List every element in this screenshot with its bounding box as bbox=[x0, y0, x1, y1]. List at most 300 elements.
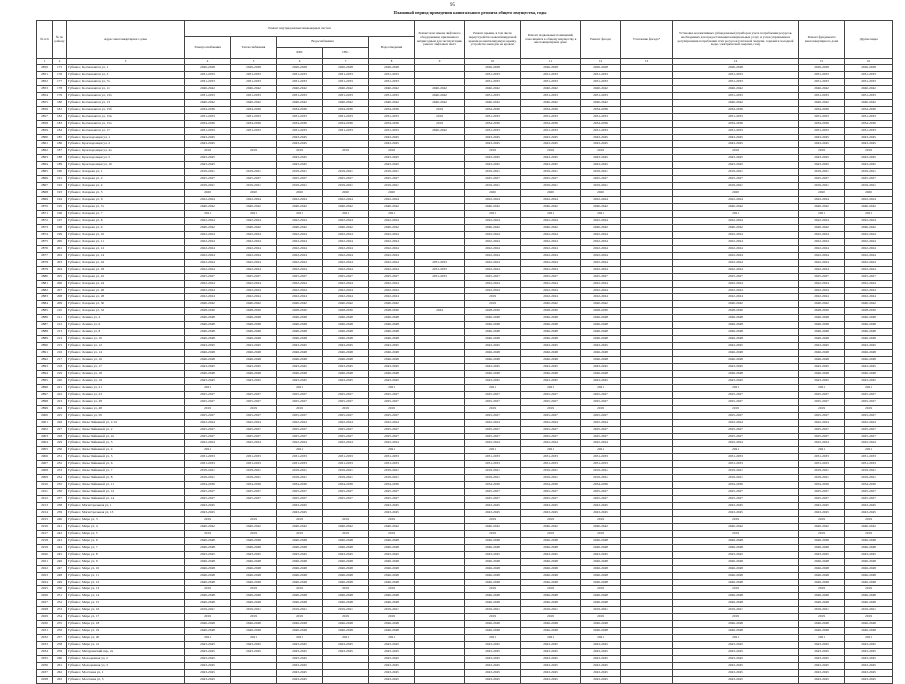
row-period-cell: 2025-2027 bbox=[799, 412, 845, 419]
row-period-cell: 2031-2033 bbox=[415, 266, 465, 273]
row-period-cell: 2046-2048 bbox=[845, 315, 893, 322]
row-period-cell: 2022-2024 bbox=[581, 252, 621, 259]
row-period-cell: 2046-2048 bbox=[673, 593, 799, 600]
row-period-cell: 2043-2045 bbox=[277, 363, 323, 370]
row-address: Губкин г, Краснодонцев ул, 5 bbox=[67, 155, 185, 162]
row-period-cell: 2031-2033 bbox=[799, 92, 845, 99]
table-row bbox=[37, 197, 893, 204]
row-period-cell: 2019 bbox=[581, 516, 621, 523]
row-district-number: 214 bbox=[53, 336, 67, 343]
row-period-cell: 2046-2048 bbox=[465, 336, 521, 343]
row-address: Губкин г, Лазарева ул, 7а bbox=[67, 204, 185, 211]
row-period-cell: 2034-2036 bbox=[369, 120, 415, 127]
row-period-cell: 2022-2024 bbox=[277, 266, 323, 273]
table-row bbox=[37, 259, 893, 266]
row-number: 2904 bbox=[37, 440, 53, 447]
row-address: Губкин г, Лазарева ул, 14 bbox=[67, 252, 185, 259]
row-period-cell: 2046-2048 bbox=[521, 357, 581, 364]
row-address: Губкин г, Ленина ул, 6 bbox=[67, 322, 185, 329]
table-row bbox=[37, 224, 893, 231]
row-period-cell: 2022-2024 bbox=[799, 231, 845, 238]
row-period-cell: 2031-2033 bbox=[673, 454, 799, 461]
row-number: 2889 bbox=[37, 336, 53, 343]
table-body bbox=[37, 65, 893, 684]
header-address: Адрес многоквартирного дома bbox=[67, 21, 185, 59]
row-period-cell bbox=[621, 148, 673, 155]
row-period-cell: 2025-2027 bbox=[465, 273, 521, 280]
row-district-number: 195 bbox=[53, 204, 67, 211]
row-period-cell: 2043-2045 bbox=[673, 155, 799, 162]
row-period-cell: 2025-2027 bbox=[673, 489, 799, 496]
row-period-cell: 2019-2021 bbox=[845, 169, 893, 176]
column-number: 7 bbox=[323, 59, 369, 65]
row-number: 2908 bbox=[37, 468, 53, 475]
row-period-cell: 2031-2033 bbox=[369, 71, 415, 78]
row-period-cell: 2021 bbox=[845, 384, 893, 391]
row-period-cell: 2019 bbox=[673, 516, 799, 523]
row-number: 2906 bbox=[37, 454, 53, 461]
row-period-cell: 2019-2021 bbox=[323, 169, 369, 176]
row-period-cell: 2026-2028 bbox=[277, 65, 323, 72]
row-period-cell bbox=[415, 635, 465, 642]
row-period-cell: 2022-2024 bbox=[673, 280, 799, 287]
row-address: Губкин г, Космонавтов ул, 13а bbox=[67, 92, 185, 99]
row-period-cell bbox=[231, 669, 277, 676]
row-address: Губкин г, Ленина ул, 19 bbox=[67, 377, 185, 384]
row-period-cell: 2043-2045 bbox=[799, 676, 845, 683]
row-address: Губкин г, Лазарева ул, 6 bbox=[67, 197, 185, 204]
row-address: Губкин г, Магистральная ул, 13 bbox=[67, 510, 185, 517]
row-period-cell bbox=[621, 656, 673, 663]
row-period-cell: 2031-2033 bbox=[323, 71, 369, 78]
table-row bbox=[37, 99, 893, 106]
row-period-cell: 2019-2021 bbox=[521, 468, 581, 475]
row-period-cell: 2043-2045 bbox=[581, 669, 621, 676]
row-period-cell: 2021 bbox=[369, 384, 415, 391]
row-period-cell: 2046-2048 bbox=[673, 370, 799, 377]
row-period-cell: 2022-2024 bbox=[521, 440, 581, 447]
row-period-cell: 2031-2033 bbox=[231, 127, 277, 134]
row-period-cell: 2046-2048 bbox=[185, 544, 231, 551]
row-district-number: 181 bbox=[53, 106, 67, 113]
row-period-cell: 2019-2021 bbox=[277, 468, 323, 475]
row-period-cell: 2040-2042 bbox=[185, 99, 231, 106]
row-period-cell: 2043-2045 bbox=[845, 155, 893, 162]
row-period-cell: 2019 bbox=[845, 530, 893, 537]
row-period-cell: 2034-2036 bbox=[323, 120, 369, 127]
row-address: Губкин г, Мичуринский пер, 2а bbox=[67, 649, 185, 656]
row-period-cell: 2021 bbox=[673, 635, 799, 642]
row-number: 2857 bbox=[37, 113, 53, 120]
row-address: Губкин г, Лазарева ул, 5 bbox=[67, 190, 185, 197]
row-period-cell: 2025-2027 bbox=[369, 176, 415, 183]
row-period-cell: 2020 bbox=[277, 190, 323, 197]
row-period-cell bbox=[415, 336, 465, 343]
row-period-cell: 2043-2045 bbox=[799, 669, 845, 676]
row-period-cell: 2043-2045 bbox=[185, 649, 231, 656]
row-period-cell: 2022-2024 bbox=[673, 266, 799, 273]
row-period-cell bbox=[621, 586, 673, 593]
row-period-cell: 2046-2048 bbox=[581, 357, 621, 364]
row-period-cell bbox=[415, 503, 465, 510]
row-period-cell: 2040-2042 bbox=[845, 204, 893, 211]
row-period-cell: 2022-2024 bbox=[465, 280, 521, 287]
row-period-cell: 2022-2024 bbox=[369, 252, 415, 259]
row-period-cell bbox=[415, 496, 465, 503]
row-period-cell: 2043-2045 bbox=[521, 141, 581, 148]
row-period-cell bbox=[415, 662, 465, 669]
row-district-number: 207 bbox=[53, 287, 67, 294]
row-period-cell: 2021 bbox=[185, 211, 231, 218]
row-period-cell bbox=[415, 461, 465, 468]
row-period-cell: 2046-2048 bbox=[673, 537, 799, 544]
row-district-number: 235 bbox=[53, 482, 67, 489]
row-period-cell: 2031-2033 bbox=[465, 461, 521, 468]
row-period-cell: 2021 bbox=[185, 447, 231, 454]
row-period-cell: 2043-2045 bbox=[673, 377, 799, 384]
row-district-number: 205 bbox=[53, 273, 67, 280]
row-period-cell bbox=[621, 676, 673, 683]
row-period-cell bbox=[415, 141, 465, 148]
row-address: Губкин г, Космонавтов ул, 11 bbox=[67, 85, 185, 92]
row-period-cell: 2031-2033 bbox=[845, 78, 893, 85]
row-period-cell bbox=[415, 238, 465, 245]
row-period-cell: 2021 bbox=[799, 211, 845, 218]
table-row bbox=[37, 370, 893, 377]
row-period-cell: 2034-2036 bbox=[369, 106, 415, 113]
row-period-cell: 2046-2048 bbox=[277, 357, 323, 364]
row-period-cell: 2043-2045 bbox=[277, 503, 323, 510]
column-number: 12 bbox=[581, 59, 621, 65]
row-period-cell: 2019 bbox=[465, 586, 521, 593]
row-period-cell: 2021 bbox=[521, 211, 581, 218]
row-period-cell: 2043-2045 bbox=[673, 510, 799, 517]
row-period-cell: 2046-2048 bbox=[323, 628, 369, 635]
row-number: 2919 bbox=[37, 544, 53, 551]
row-period-cell: 2046-2048 bbox=[185, 370, 231, 377]
row-period-cell bbox=[415, 287, 465, 294]
row-period-cell: 2019-2021 bbox=[369, 607, 415, 614]
row-number: 2891 bbox=[37, 350, 53, 357]
header-gvs: ГВС bbox=[323, 48, 369, 59]
row-period-cell: 2021 bbox=[465, 635, 521, 642]
row-period-cell bbox=[323, 134, 369, 141]
row-period-cell: 2019 bbox=[185, 405, 231, 412]
row-period-cell: 2019 bbox=[185, 530, 231, 537]
row-period-cell: 2022-2024 bbox=[581, 197, 621, 204]
row-period-cell: 2043-2045 bbox=[465, 503, 521, 510]
row-period-cell: 2019 bbox=[415, 106, 465, 113]
row-period-cell: 2022-2024 bbox=[465, 252, 521, 259]
row-district-number: 257 bbox=[53, 635, 67, 642]
row-address: Губкин г, Лазарева ул, 12 bbox=[67, 245, 185, 252]
row-number: 2875 bbox=[37, 238, 53, 245]
row-period-cell: 2031-2033 bbox=[277, 461, 323, 468]
row-period-cell: 2043-2045 bbox=[185, 642, 231, 649]
row-number: 2888 bbox=[37, 329, 53, 336]
row-period-cell: 2043-2045 bbox=[185, 343, 231, 350]
column-number: 9 bbox=[415, 59, 465, 65]
row-period-cell: 2043-2045 bbox=[799, 141, 845, 148]
row-period-cell: 2022-2024 bbox=[845, 197, 893, 204]
row-period-cell bbox=[415, 649, 465, 656]
row-address: Губкин г, Лазарева ул, 1 bbox=[67, 169, 185, 176]
row-number: 2935 bbox=[37, 656, 53, 663]
row-number: 2913 bbox=[37, 503, 53, 510]
row-period-cell: 2031-2033 bbox=[673, 113, 799, 120]
row-address: Губкин г, Мира ул, 18 bbox=[67, 621, 185, 628]
row-period-cell: 2031-2033 bbox=[231, 71, 277, 78]
row-district-number: 201 bbox=[53, 245, 67, 252]
row-period-cell: 2040-2042 bbox=[415, 92, 465, 99]
row-period-cell: 2025-2027 bbox=[521, 391, 581, 398]
row-period-cell: 2022-2024 bbox=[323, 197, 369, 204]
row-period-cell: 2031-2033 bbox=[323, 113, 369, 120]
table-row bbox=[37, 628, 893, 635]
row-period-cell: 2040-2042 bbox=[845, 523, 893, 530]
row-period-cell: 2046-2048 bbox=[581, 350, 621, 357]
row-period-cell: 2043-2045 bbox=[799, 649, 845, 656]
row-district-number: 228 bbox=[53, 433, 67, 440]
row-period-cell: 2043-2045 bbox=[465, 649, 521, 656]
row-number: 2871 bbox=[37, 211, 53, 218]
row-period-cell: 2034-2036 bbox=[799, 106, 845, 113]
row-period-cell: 2022-2024 bbox=[465, 231, 521, 238]
row-period-cell: 2025-2027 bbox=[845, 273, 893, 280]
row-period-cell bbox=[621, 231, 673, 238]
row-period-cell: 2025-2027 bbox=[231, 398, 277, 405]
row-period-cell: 2043-2045 bbox=[521, 343, 581, 350]
row-period-cell: 2043-2045 bbox=[845, 642, 893, 649]
row-period-cell bbox=[621, 530, 673, 537]
row-address: Губкин г, Мира ул, 19 bbox=[67, 628, 185, 635]
row-district-number: 244 bbox=[53, 544, 67, 551]
row-address: Губкин г, Лазарева ул, 2 bbox=[67, 176, 185, 183]
row-period-cell: 2022-2024 bbox=[323, 266, 369, 273]
row-period-cell: 2022-2024 bbox=[845, 266, 893, 273]
header-vodo: Водоснабжения bbox=[277, 37, 369, 48]
row-period-cell: 2046-2048 bbox=[581, 336, 621, 343]
row-period-cell bbox=[621, 183, 673, 190]
table-row bbox=[37, 155, 893, 162]
table-row bbox=[37, 642, 893, 649]
row-period-cell: 2046-2048 bbox=[581, 572, 621, 579]
row-period-cell: 2019 bbox=[277, 148, 323, 155]
row-period-cell: 2046-2048 bbox=[799, 572, 845, 579]
row-period-cell: 2040-2042 bbox=[581, 204, 621, 211]
row-address: Губкин г, Ленина ул, 28 bbox=[67, 398, 185, 405]
row-period-cell: 2019 bbox=[581, 586, 621, 593]
row-period-cell bbox=[621, 496, 673, 503]
row-period-cell: 2019 bbox=[845, 516, 893, 523]
row-period-cell bbox=[621, 350, 673, 357]
row-period-cell: 2019-2021 bbox=[231, 607, 277, 614]
row-period-cell: 2019 bbox=[185, 516, 231, 523]
row-address: Губкин г, Лизы Чайкиной ул, 3 bbox=[67, 440, 185, 447]
row-period-cell: 2043-2045 bbox=[673, 134, 799, 141]
row-period-cell: 2043-2045 bbox=[581, 155, 621, 162]
row-period-cell: 2025-2027 bbox=[277, 398, 323, 405]
row-period-cell: 2046-2048 bbox=[465, 544, 521, 551]
row-number: 2894 bbox=[37, 370, 53, 377]
row-number: 2862 bbox=[37, 148, 53, 155]
row-period-cell: 2046-2048 bbox=[521, 370, 581, 377]
row-period-cell: 2040-2042 bbox=[369, 85, 415, 92]
row-period-cell: 2019 bbox=[581, 405, 621, 412]
row-district-number: 232 bbox=[53, 461, 67, 468]
table-row bbox=[37, 676, 893, 683]
row-period-cell: 2025-2027 bbox=[581, 391, 621, 398]
row-period-cell: 2019 bbox=[231, 586, 277, 593]
row-period-cell: 2019 bbox=[231, 530, 277, 537]
row-address: Губкин г, Ленина ул, 8 bbox=[67, 329, 185, 336]
row-period-cell: 2021 bbox=[799, 447, 845, 454]
row-period-cell bbox=[621, 113, 673, 120]
row-period-cell: 2025-2027 bbox=[799, 489, 845, 496]
row-period-cell: 2043-2045 bbox=[799, 363, 845, 370]
row-period-cell bbox=[621, 322, 673, 329]
row-period-cell: 2046-2048 bbox=[845, 336, 893, 343]
row-period-cell bbox=[621, 405, 673, 412]
row-period-cell: 2043-2045 bbox=[369, 141, 415, 148]
row-address: Губкин г, Лизы Чайкиной ул, 12 bbox=[67, 489, 185, 496]
row-period-cell: 2026-2028 bbox=[673, 65, 799, 72]
row-period-cell: 2022-2024 bbox=[521, 231, 581, 238]
row-address: Губкин г, Мостовая ул, 1 bbox=[67, 669, 185, 676]
table-row bbox=[37, 336, 893, 343]
row-district-number: 234 bbox=[53, 475, 67, 482]
row-period-cell: 2040-2042 bbox=[799, 204, 845, 211]
row-period-cell: 2019 bbox=[231, 148, 277, 155]
table-row bbox=[37, 586, 893, 593]
row-period-cell: 2019 bbox=[845, 405, 893, 412]
row-period-cell: 2043-2045 bbox=[799, 377, 845, 384]
row-period-cell: 2019 bbox=[521, 614, 581, 621]
row-period-cell bbox=[415, 148, 465, 155]
row-period-cell bbox=[621, 259, 673, 266]
row-period-cell: 2025-2027 bbox=[581, 496, 621, 503]
row-period-cell: 2021 bbox=[369, 447, 415, 454]
row-address: Губкин г, Ленина ул, 10 bbox=[67, 336, 185, 343]
row-period-cell bbox=[621, 621, 673, 628]
row-period-cell: 2025-2027 bbox=[369, 273, 415, 280]
table-row bbox=[37, 544, 893, 551]
row-period-cell: 2019 bbox=[673, 405, 799, 412]
row-period-cell: 2043-2045 bbox=[521, 363, 581, 370]
row-period-cell: 2040-2042 bbox=[581, 301, 621, 308]
row-address: Губкин г, Лизы Чайкиной ул, 2 bbox=[67, 426, 185, 433]
row-period-cell: 2046-2048 bbox=[799, 593, 845, 600]
table-row bbox=[37, 315, 893, 322]
row-district-number: 255 bbox=[53, 621, 67, 628]
row-period-cell: 2025-2027 bbox=[185, 426, 231, 433]
row-period-cell: 2046-2048 bbox=[231, 621, 277, 628]
row-period-cell: 2043-2045 bbox=[185, 134, 231, 141]
row-period-cell: 2022-2024 bbox=[185, 245, 231, 252]
row-number: 2874 bbox=[37, 231, 53, 238]
row-period-cell: 2043-2045 bbox=[521, 676, 581, 683]
row-period-cell bbox=[415, 398, 465, 405]
row-period-cell: 2019-2021 bbox=[581, 607, 621, 614]
row-period-cell: 2022-2024 bbox=[799, 197, 845, 204]
row-period-cell bbox=[415, 656, 465, 663]
row-period-cell: 2043-2045 bbox=[799, 343, 845, 350]
row-number: 2887 bbox=[37, 322, 53, 329]
row-number: 2911 bbox=[37, 489, 53, 496]
header-vodootv: Водоотведения bbox=[369, 37, 415, 59]
row-period-cell bbox=[323, 676, 369, 683]
header-elevator: Ремонт или замена лифтового оборудования, признанного непригодным для эксплуатации, ремонт лифтовых шахт bbox=[415, 21, 465, 59]
row-number: 2868 bbox=[37, 190, 53, 197]
row-period-cell: 2046-2048 bbox=[581, 600, 621, 607]
row-period-cell: 2046-2048 bbox=[845, 322, 893, 329]
row-number: 2901 bbox=[37, 419, 53, 426]
row-period-cell: 2046-2048 bbox=[323, 621, 369, 628]
row-period-cell: 2021 bbox=[185, 635, 231, 642]
table-row bbox=[37, 496, 893, 503]
row-period-cell: 2025-2027 bbox=[369, 412, 415, 419]
row-period-cell: 2022-2024 bbox=[323, 252, 369, 259]
row-district-number: 216 bbox=[53, 350, 67, 357]
row-period-cell: 2031-2033 bbox=[277, 113, 323, 120]
row-period-cell: 2025-2027 bbox=[521, 398, 581, 405]
row-period-cell: 2034-2036 bbox=[673, 120, 799, 127]
row-address: Губкин г, Молодежная ул, 3 bbox=[67, 662, 185, 669]
row-period-cell: 2031-2033 bbox=[231, 78, 277, 85]
row-period-cell: 2022-2024 bbox=[231, 294, 277, 301]
row-period-cell: 2046-2048 bbox=[369, 558, 415, 565]
row-period-cell: 2025-2027 bbox=[581, 273, 621, 280]
row-period-cell: 2019-2021 bbox=[521, 475, 581, 482]
row-period-cell: 2034-2036 bbox=[465, 106, 521, 113]
row-period-cell bbox=[621, 489, 673, 496]
row-period-cell: 2034-2036 bbox=[581, 106, 621, 113]
row-period-cell: 2019 bbox=[581, 148, 621, 155]
row-period-cell: 2043-2045 bbox=[465, 662, 521, 669]
row-period-cell: 2043-2045 bbox=[323, 343, 369, 350]
table-row bbox=[37, 405, 893, 412]
row-period-cell bbox=[231, 134, 277, 141]
row-period-cell: 2021 bbox=[465, 447, 521, 454]
row-period-cell: 2046-2048 bbox=[799, 565, 845, 572]
row-period-cell: 2043-2045 bbox=[845, 649, 893, 656]
row-period-cell: 2025-2027 bbox=[673, 398, 799, 405]
row-period-cell bbox=[621, 419, 673, 426]
row-period-cell: 2043-2045 bbox=[799, 662, 845, 669]
row-period-cell: 2031-2033 bbox=[845, 71, 893, 78]
row-number: 2914 bbox=[37, 510, 53, 517]
row-period-cell: 2040-2042 bbox=[323, 224, 369, 231]
row-number: 2851 bbox=[37, 71, 53, 78]
row-period-cell: 2043-2045 bbox=[277, 662, 323, 669]
row-period-cell: 2046-2048 bbox=[673, 315, 799, 322]
row-district-number: 263 bbox=[53, 676, 67, 683]
row-period-cell: 2019 bbox=[185, 586, 231, 593]
row-period-cell bbox=[231, 662, 277, 669]
page-number: 95 bbox=[450, 3, 455, 8]
row-period-cell: 2046-2048 bbox=[799, 350, 845, 357]
row-period-cell: 2046-2048 bbox=[799, 357, 845, 364]
row-district-number: 200 bbox=[53, 238, 67, 245]
row-period-cell: 2043-2045 bbox=[369, 503, 415, 510]
row-period-cell: 2043-2045 bbox=[369, 155, 415, 162]
row-period-cell: 2046-2048 bbox=[185, 593, 231, 600]
row-period-cell bbox=[415, 593, 465, 600]
row-period-cell: 2046-2048 bbox=[369, 370, 415, 377]
row-period-cell: 2031-2033 bbox=[323, 92, 369, 99]
row-period-cell: 2025-2027 bbox=[521, 433, 581, 440]
row-period-cell: 2046-2048 bbox=[323, 370, 369, 377]
